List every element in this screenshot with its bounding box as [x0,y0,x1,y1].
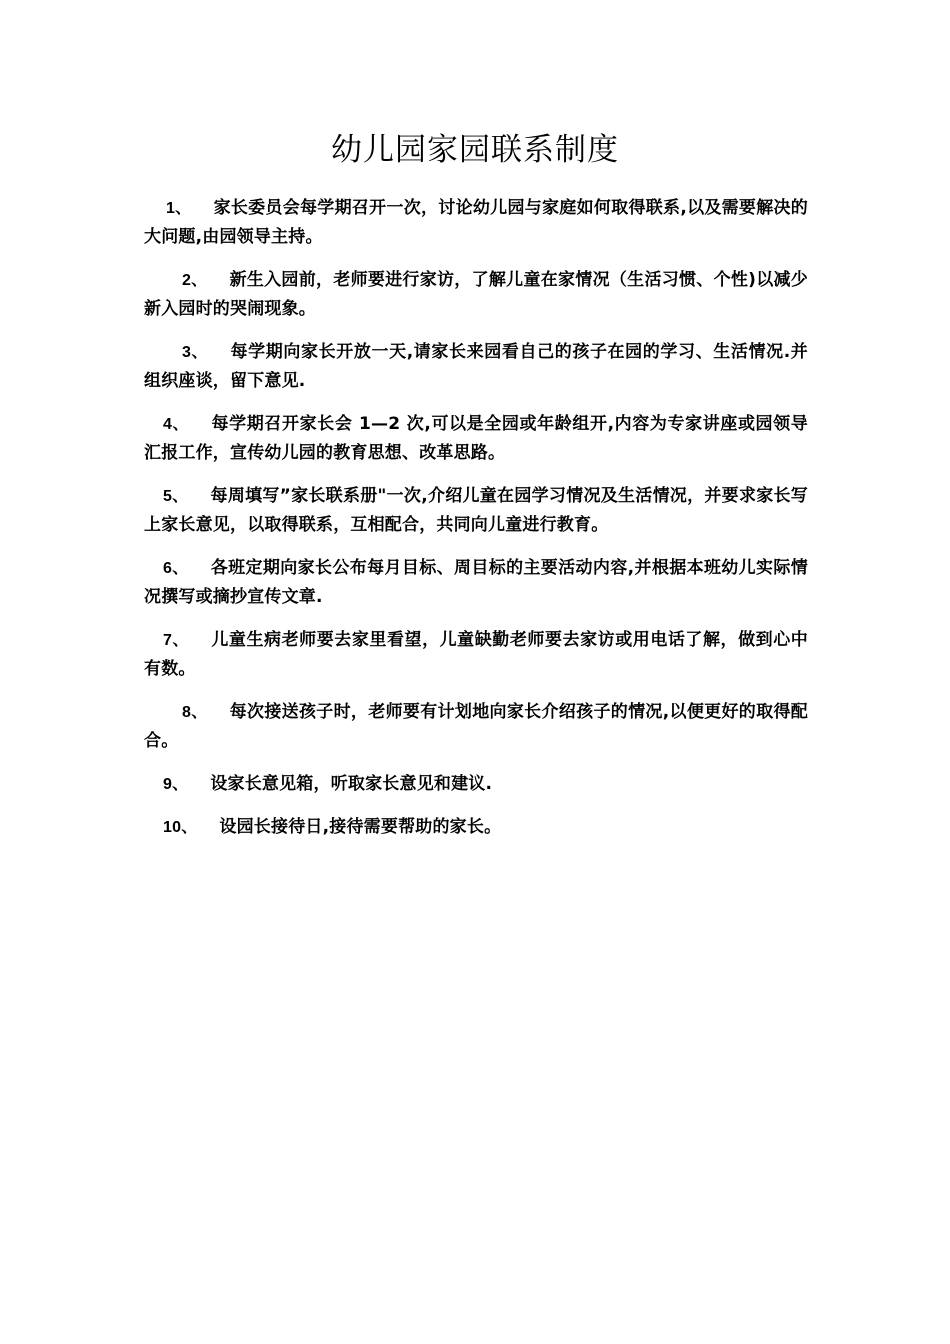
item-number: 4、 [163,416,190,433]
list-item [144,194,808,252]
item-text: 设家长意见箱，听取家长意见和建议. [210,774,493,794]
item-text: 各班定期向家长公布每月目标、周目标的主要活动内容,并根据本班幼儿实际情况撰写或摘抄宣传文章. [144,558,808,607]
list-item [144,482,808,540]
item-number: 10、 [163,819,198,836]
list-item [144,813,808,842]
list-item [144,338,808,396]
item-text: 每学期向家长开放一天,请家长来园看自己的孩子在园的学习、生活情况.并组织座谈，留下意见. [144,342,808,391]
item-text: 每周填写”家长联系册"一次,介绍儿童在园学习情况及生活情况，并要求家长写上家长意见，以取得联系，互相配合，共同向儿童进行教育。 [144,486,808,535]
item-number: 3、 [182,344,209,361]
item-number: 7、 [163,632,190,649]
item-text: 新生入园前，老师要进行家访，了解儿童在家情况（生活习惯、个性)以减少新入园时的哭闹现象。 [144,270,808,319]
item-number: 2、 [182,272,208,289]
item-number: 8、 [182,704,208,721]
document-title: 幼儿园家园联系制度 [331,132,619,168]
item-text: 家长委员会每学期召开一次，讨论幼儿园与家庭如何取得联系,以及需要解决的大问题,由园领导主持。 [144,198,808,247]
list-item [144,770,808,799]
item-number: 1、 [166,200,192,217]
item-number: 6、 [163,560,189,577]
list-item [144,626,808,684]
item-text: 儿童生病老师要去家里看望，儿童缺勤老师要去家访或用电话了解，做到心中有数。 [144,630,808,679]
list-item [144,698,808,756]
item-text: 每次接送孩子时，老师要有计划地向家长介绍孩子的情况,以便更好的取得配合。 [144,702,808,751]
item-number: 9、 [163,776,189,793]
item-text: 每学期召开家长会 1—2 次,可以是全园或年龄组开,内容为专家讲座或园领导汇报工作，宣传幼儿园的教育思想、改革思路。 [144,414,808,463]
item-number: 5、 [163,488,189,505]
item-text: 设园长接待日,接待需要帮助的家长。 [219,817,502,837]
rules-list [144,194,808,856]
list-item [144,266,808,324]
list-item [144,554,808,612]
list-item [144,410,808,468]
